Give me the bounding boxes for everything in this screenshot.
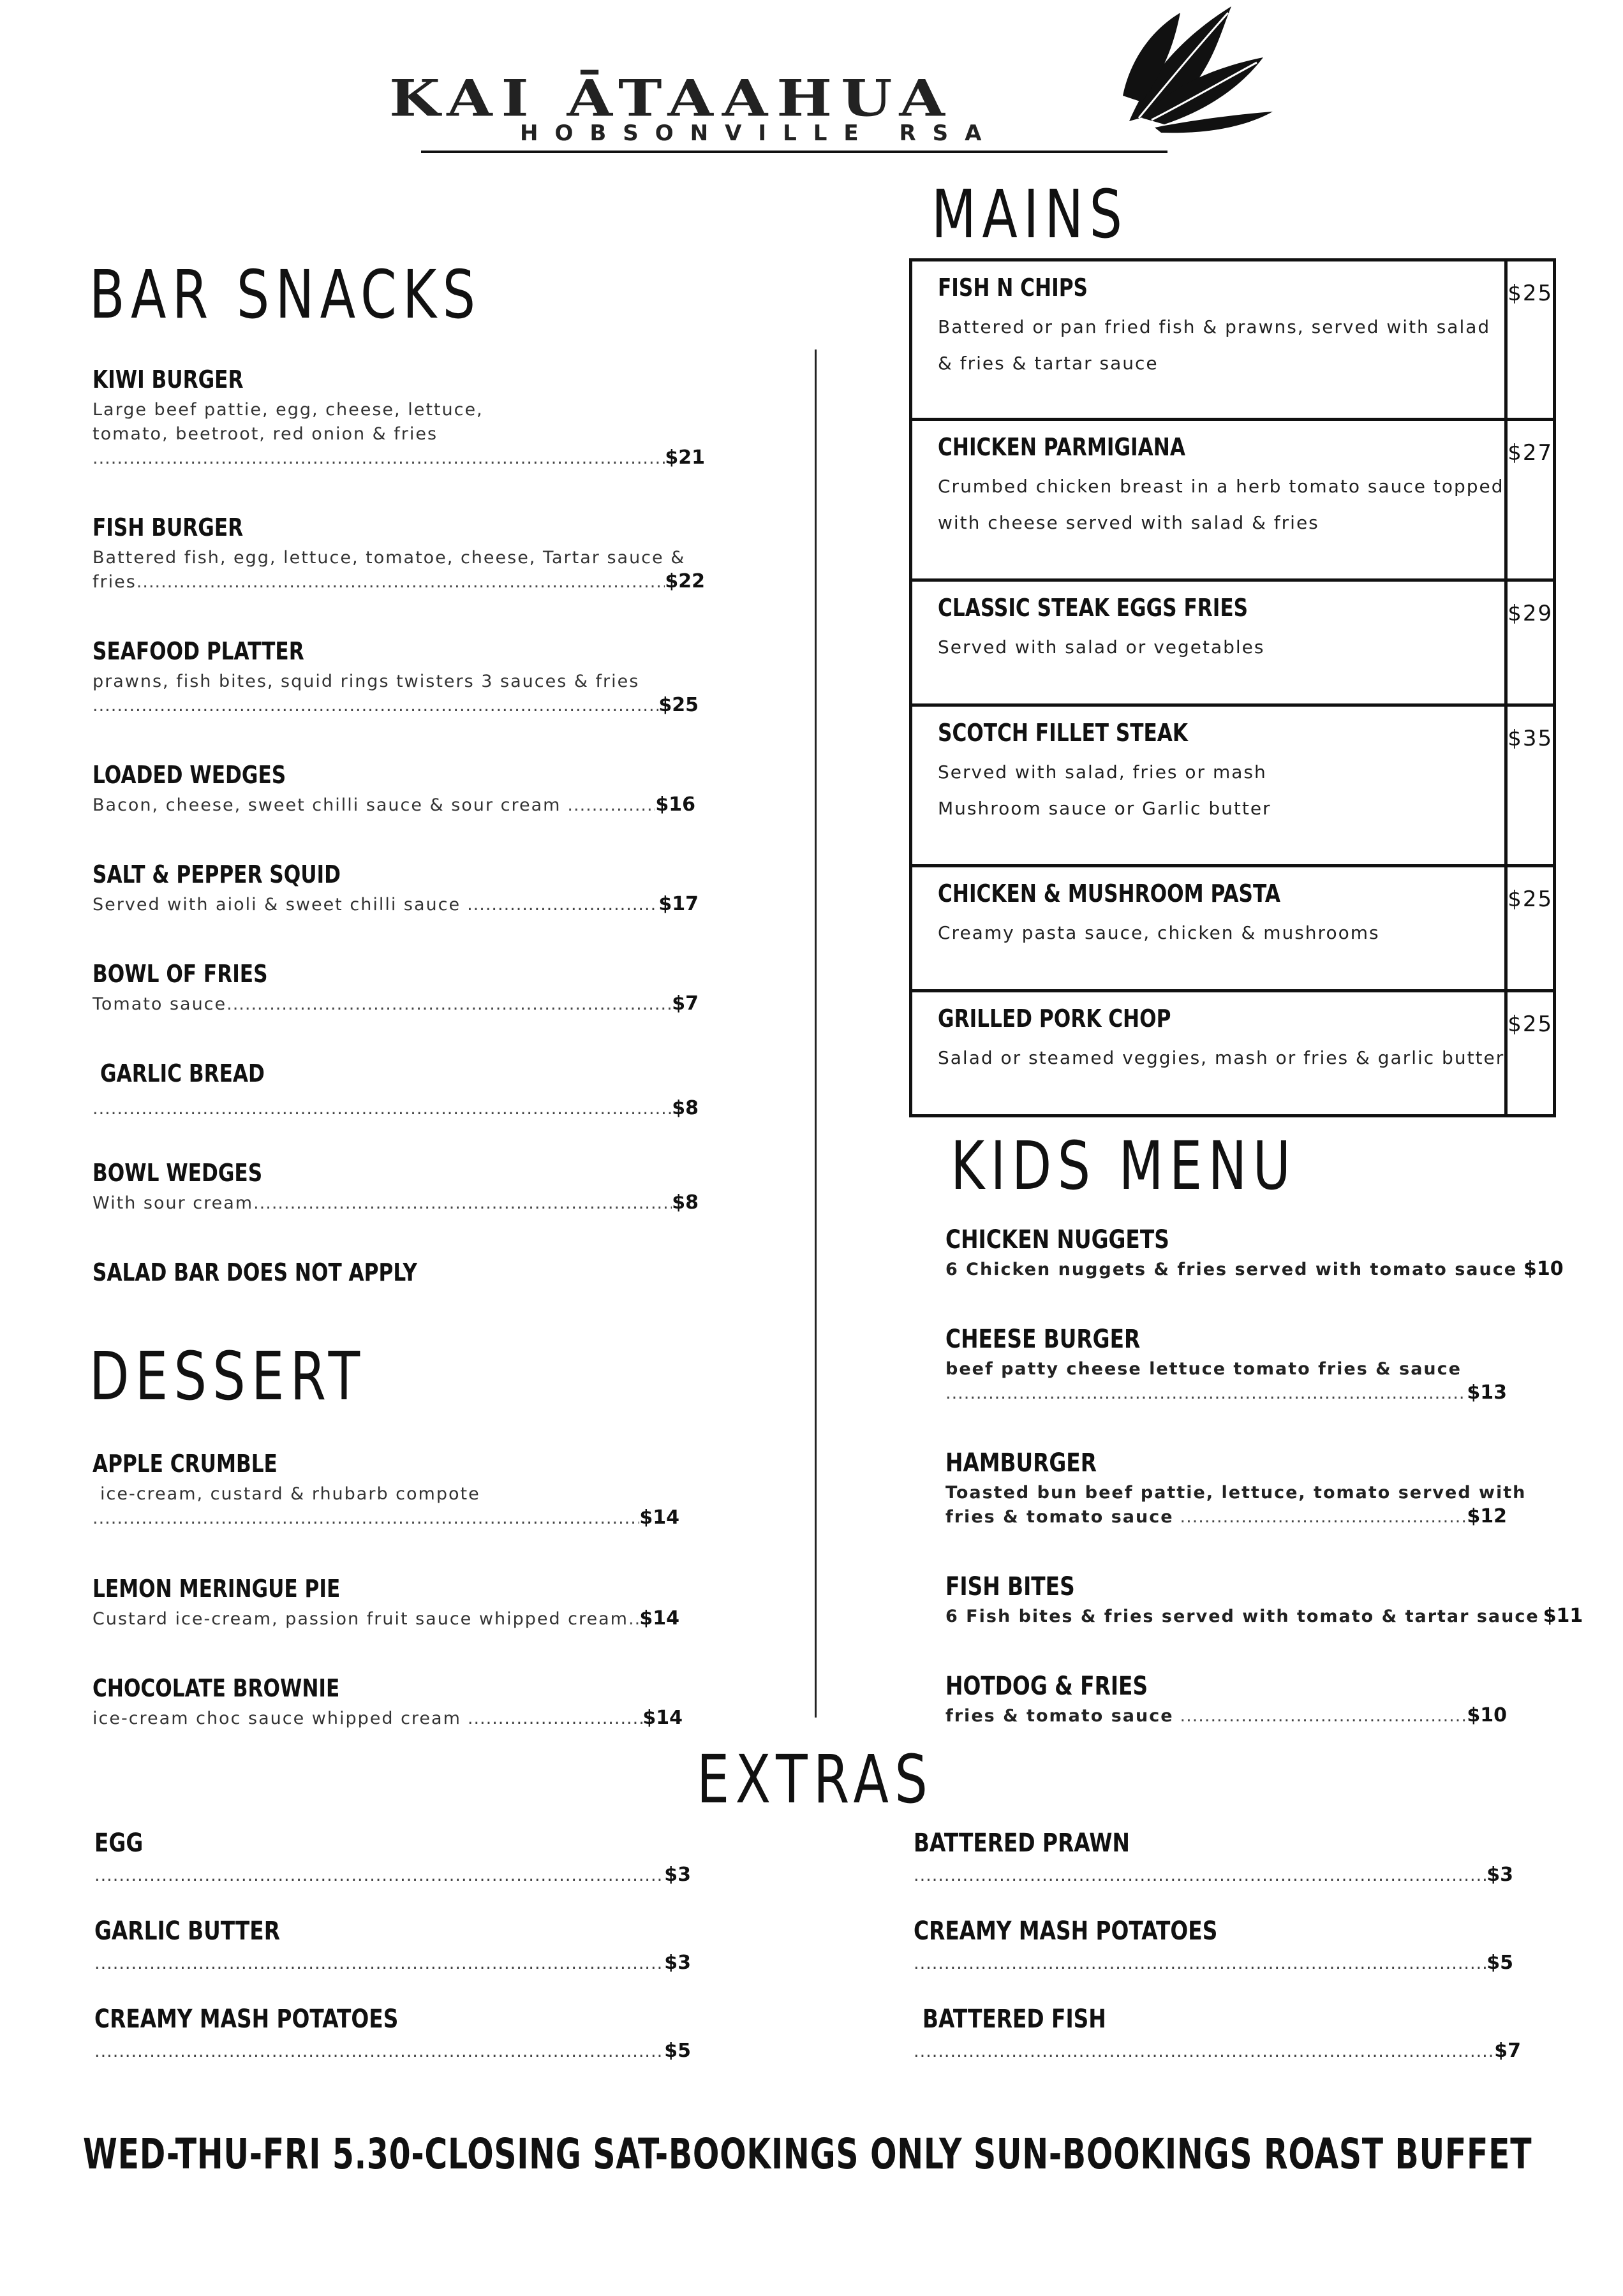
kids-item-chicken-nuggets bbox=[945, 1225, 1564, 1282]
item-price: $25 bbox=[658, 693, 699, 716]
extras-item-egg bbox=[94, 1830, 694, 1886]
dot-leader bbox=[1180, 1507, 1467, 1527]
item-price: $5 bbox=[1486, 1952, 1513, 1974]
dot-leader bbox=[253, 1193, 672, 1213]
item-description: ice-cream, custard & rhubarb compote bbox=[100, 1484, 480, 1504]
dot-leader bbox=[628, 1609, 639, 1629]
item-price: $10 bbox=[1523, 1258, 1564, 1280]
dot-leader bbox=[94, 2042, 664, 2061]
price-line bbox=[93, 1506, 679, 1529]
mains-table bbox=[909, 258, 1556, 1117]
mains-row bbox=[911, 260, 1555, 420]
opening-hours: WED-THU-FRI 5.30-CLOSING SAT-BOOKINGS ONLY SUN-BOOKINGS ROAST BUFFET bbox=[83, 2130, 1532, 2179]
item-price: $17 bbox=[658, 893, 699, 915]
note-text: SALAD BAR DOES NOT APPLY bbox=[93, 1258, 417, 1286]
item-description: Custard ice-cream, passion fruit sauce whipped cream bbox=[93, 1609, 628, 1629]
mains-item-cell bbox=[911, 866, 1506, 991]
mains-row bbox=[911, 705, 1555, 866]
menu-item-loaded-wedges bbox=[93, 763, 705, 818]
item-price: $21 bbox=[665, 446, 705, 469]
menu-item-chocolate-brownie bbox=[93, 1676, 705, 1731]
mains-item-cell bbox=[911, 420, 1506, 580]
item-name: GARLIC BUTTER bbox=[94, 1917, 280, 1946]
item-name: FISH BITES bbox=[945, 1572, 1075, 1601]
dot-leader bbox=[94, 1866, 664, 1885]
salad-bar-note bbox=[93, 1260, 705, 1291]
item-name: LEMON MERINGUE PIE bbox=[93, 1575, 341, 1603]
extras-heading: EXTRAS bbox=[697, 1740, 934, 1818]
price-line bbox=[914, 1952, 1513, 1974]
item-description: Large beef pattie, egg, cheese, lettuce, bbox=[93, 400, 484, 420]
item-price: $5 bbox=[664, 2040, 691, 2062]
item-description-line: with cheese served with salad & fries bbox=[938, 512, 1319, 533]
price-line bbox=[93, 1707, 683, 1731]
item-name: KIWI BURGER bbox=[93, 365, 244, 394]
item-description: fries bbox=[93, 571, 137, 592]
menu-item-garlic-bread bbox=[93, 1061, 705, 1119]
item-description: prawns, fish bites, squid rings twisters 3 sauces & fries bbox=[93, 672, 640, 691]
item-name: SEAFOOD PLATTER bbox=[93, 637, 304, 665]
item-name: GARLIC BREAD bbox=[100, 1059, 265, 1087]
item-price: $14 bbox=[639, 1607, 679, 1630]
kids-item-fish-bites bbox=[945, 1572, 1583, 1629]
logo-underline bbox=[421, 151, 1167, 153]
kids-item-hotdog-fries bbox=[945, 1674, 1507, 1728]
price-line bbox=[94, 1952, 691, 1974]
mains-item-cell bbox=[911, 991, 1506, 1116]
item-name: CREAMY MASH POTATOES bbox=[914, 1917, 1218, 1946]
item-description: beef patty cheese lettuce tomato fries & sauce bbox=[945, 1359, 1462, 1379]
price-line bbox=[914, 2040, 1521, 2062]
item-price: $11 bbox=[1543, 1605, 1583, 1627]
item-name: CHEESE BURGER bbox=[945, 1325, 1141, 1354]
price-line bbox=[945, 1381, 1507, 1404]
dot-leader bbox=[93, 1508, 639, 1528]
menu-item-bowl-wedges bbox=[93, 1161, 705, 1216]
extras-item-battered-prawn bbox=[914, 1830, 1513, 1886]
item-description-line: Creamy pasta sauce, chicken & mushrooms bbox=[938, 922, 1380, 943]
item-description bbox=[938, 915, 1504, 951]
dot-leader bbox=[914, 1954, 1486, 1973]
menu-item-fish-burger bbox=[93, 515, 705, 594]
item-price: $29 bbox=[1506, 580, 1555, 705]
dot-leader bbox=[468, 1709, 642, 1728]
extras-item-battered-fish bbox=[914, 2005, 1521, 2062]
menu-item-salt-pepper-squid bbox=[93, 862, 705, 917]
item-name: HAMBURGER bbox=[945, 1448, 1097, 1478]
item-price: $13 bbox=[1467, 1381, 1507, 1404]
dessert-heading: DESSERT bbox=[89, 1337, 366, 1415]
menu-item-seafood-platter bbox=[93, 639, 705, 716]
fern-leaf-logo-icon bbox=[1104, 0, 1276, 134]
price-line bbox=[93, 1607, 679, 1631]
mains-item-cell bbox=[911, 580, 1506, 705]
item-name: CHICKEN NUGGETS bbox=[945, 1225, 1169, 1255]
item-name: APPLE CRUMBLE bbox=[93, 1450, 278, 1478]
bar-snacks-heading: BAR SNACKS bbox=[89, 256, 482, 334]
item-description bbox=[938, 468, 1504, 541]
dot-leader bbox=[93, 1099, 672, 1119]
item-description: fries & tomato sauce bbox=[945, 1706, 1174, 1726]
item-price: $10 bbox=[1467, 1704, 1507, 1726]
item-description bbox=[938, 754, 1504, 827]
item-description: 6 Chicken nuggets & fries served with tomato sauce bbox=[945, 1260, 1518, 1279]
dot-leader bbox=[914, 2042, 1494, 2061]
item-description: Served with aioli & sweet chilli sauce bbox=[93, 895, 461, 915]
item-description: With sour cream bbox=[93, 1193, 254, 1213]
item-price: $22 bbox=[665, 570, 705, 592]
item-name: BATTERED FISH bbox=[923, 2005, 1106, 2034]
extras-item-creamy-mash-potatoes-right bbox=[914, 1918, 1513, 1974]
item-name: CHICKEN & MUSHROOM PASTA bbox=[938, 879, 1280, 908]
menu-item-kiwi-burger bbox=[93, 367, 705, 469]
extras-item-creamy-mash-potatoes bbox=[94, 2006, 694, 2062]
mains-item-cell bbox=[911, 705, 1506, 866]
item-name: HOTDOG & FRIES bbox=[945, 1672, 1148, 1701]
item-description bbox=[938, 1040, 1504, 1076]
item-description-line: Crumbed chicken breast in a herb tomato sauce topped bbox=[938, 476, 1504, 497]
menu-item-apple-crumble bbox=[93, 1452, 705, 1529]
price-line bbox=[94, 1864, 691, 1886]
item-description-line: Battered or pan fried fish & prawns, served with salad bbox=[938, 316, 1491, 337]
dot-leader bbox=[945, 1383, 1467, 1403]
dot-leader bbox=[914, 1866, 1486, 1885]
item-name: CHOCOLATE BROWNIE bbox=[93, 1674, 340, 1702]
mains-item-cell bbox=[911, 260, 1506, 420]
price-line bbox=[93, 893, 699, 917]
item-price: $3 bbox=[664, 1952, 691, 1974]
item-description: Battered fish, egg, lettuce, tomatoe, cheese, Tartar sauce & bbox=[93, 548, 686, 568]
item-description: Tomato sauce bbox=[93, 994, 227, 1014]
item-description: Toasted bun beef pattie, lettuce, tomato served with bbox=[945, 1483, 1527, 1503]
price-line bbox=[945, 1605, 1583, 1629]
item-description-line: & fries & tartar sauce bbox=[938, 353, 1159, 374]
item-name: CREAMY MASH POTATOES bbox=[94, 2005, 399, 2034]
price-line bbox=[93, 992, 699, 1017]
kids-menu-heading: KIDS MENU bbox=[951, 1127, 1297, 1205]
item-name: EGG bbox=[94, 1829, 144, 1858]
price-line bbox=[945, 1258, 1564, 1282]
item-price: $8 bbox=[672, 1097, 699, 1119]
price-line bbox=[945, 1704, 1507, 1728]
item-price: $14 bbox=[642, 1707, 683, 1729]
menu-item-lemon-meringue-pie bbox=[93, 1577, 705, 1631]
item-price: $27 bbox=[1506, 420, 1555, 580]
item-price: $8 bbox=[672, 1191, 699, 1214]
mains-row bbox=[911, 866, 1555, 991]
price-line bbox=[93, 1191, 699, 1216]
item-description: Bacon, cheese, sweet chilli sauce & sour cream bbox=[93, 795, 561, 815]
mains-row bbox=[911, 991, 1555, 1116]
logo-title: KAI ĀTAAHUA bbox=[389, 69, 954, 128]
column-divider bbox=[815, 350, 817, 1718]
item-price: $3 bbox=[1486, 1864, 1513, 1886]
extras-item-garlic-butter bbox=[94, 1918, 694, 1974]
item-price: $12 bbox=[1467, 1505, 1507, 1527]
item-price: $16 bbox=[655, 793, 695, 816]
item-name: FISH N CHIPS bbox=[938, 274, 1088, 302]
item-name: CLASSIC STEAK EGGS FRIES bbox=[938, 594, 1249, 622]
item-name: BOWL OF FRIES bbox=[93, 960, 268, 988]
dot-leader bbox=[93, 696, 658, 716]
dot-leader bbox=[467, 895, 658, 915]
price-line bbox=[914, 1864, 1513, 1886]
item-price: $3 bbox=[664, 1864, 691, 1886]
item-name: BOWL WEDGES bbox=[93, 1159, 263, 1187]
item-name: LOADED WEDGES bbox=[93, 761, 286, 789]
dot-leader bbox=[94, 1954, 664, 1973]
price-line bbox=[94, 2040, 691, 2062]
dot-leader bbox=[226, 994, 672, 1014]
kids-item-hamburger bbox=[945, 1448, 1527, 1529]
item-description bbox=[938, 629, 1504, 665]
item-name: GRILLED PORK CHOP bbox=[938, 1004, 1171, 1033]
price-line bbox=[93, 793, 695, 818]
price-line bbox=[93, 570, 705, 594]
item-name: SALT & PEPPER SQUID bbox=[93, 860, 341, 888]
item-price: $7 bbox=[672, 992, 699, 1015]
item-description-line: Salad or steamed veggies, mash or fries & garlic butter bbox=[938, 1047, 1505, 1068]
item-name: BATTERED PRAWN bbox=[914, 1829, 1130, 1858]
item-description: tomato, beetroot, red onion & fries bbox=[93, 423, 438, 444]
kids-item-cheese-burger bbox=[945, 1327, 1507, 1404]
dot-leader bbox=[567, 795, 655, 815]
dot-leader bbox=[137, 572, 665, 592]
item-price: $7 bbox=[1494, 2040, 1521, 2062]
item-description-line: Mushroom sauce or Garlic butter bbox=[938, 798, 1271, 819]
logo-subtitle: HOBSONVILLE RSA bbox=[520, 121, 998, 146]
menu-item-bowl-of-fries bbox=[93, 962, 705, 1017]
mains-row bbox=[911, 420, 1555, 580]
item-name: FISH BURGER bbox=[93, 513, 244, 541]
item-description: 6 Fish bites & fries served with tomato & tartar sauce bbox=[945, 1607, 1539, 1626]
item-price: $25 bbox=[1506, 260, 1555, 420]
item-price: $35 bbox=[1506, 705, 1555, 866]
item-description bbox=[938, 309, 1504, 381]
item-description: ice-cream choc sauce whipped cream bbox=[93, 1709, 461, 1728]
price-line bbox=[945, 1505, 1507, 1529]
item-name: SCOTCH FILLET STEAK bbox=[938, 719, 1189, 747]
item-description-line: Served with salad, fries or mash bbox=[938, 762, 1267, 783]
item-description: fries & tomato sauce bbox=[945, 1506, 1174, 1527]
item-description-line: Served with salad or vegetables bbox=[938, 637, 1265, 658]
mains-heading: MAINS bbox=[931, 175, 1129, 253]
price-line bbox=[93, 446, 705, 469]
mains-row bbox=[911, 580, 1555, 705]
dot-leader bbox=[1180, 1706, 1467, 1726]
restaurant-logo bbox=[383, 0, 1289, 159]
price-line bbox=[93, 694, 699, 716]
item-name: CHICKEN PARMIGIANA bbox=[938, 433, 1185, 461]
item-price: $25 bbox=[1506, 866, 1555, 991]
item-price: $25 bbox=[1506, 991, 1555, 1116]
price-line bbox=[93, 1097, 699, 1119]
item-price: $14 bbox=[639, 1506, 679, 1529]
dot-leader bbox=[93, 448, 665, 468]
